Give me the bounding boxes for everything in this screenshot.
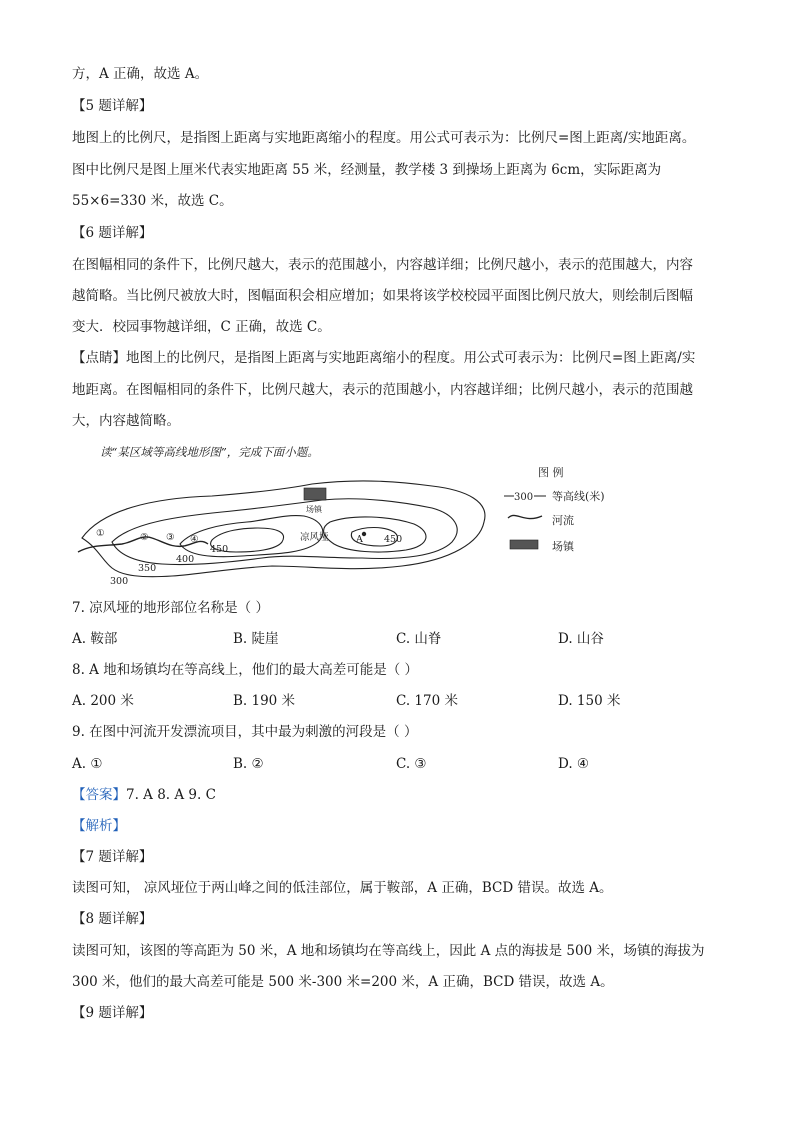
text-line: 地距离。在图幅相同的条件下，比例尺越大，表示的范围越小，内容越详细；比例尺越小，表示的范围越 [72, 382, 693, 398]
contour-400-label: 400 [176, 554, 195, 565]
text-line: 读图可知，该图的等高距为 50 米，A 地和场镇均在等高线上，因此 A 点的海拔是 500 米，场镇的海拔为 [72, 943, 705, 959]
legend-contour-label: 等高线(米) [552, 490, 605, 503]
text-line: 越简略。当比例尺被放大时，图幅面积会相应增加；如果将该学校校园平面图比例尺放大，则绘制后图幅 [72, 288, 693, 304]
map-legend [504, 465, 605, 553]
text-line: 55×6=330 米，故选 C。 [72, 193, 233, 209]
section-heading: 【8 题详解】 [72, 911, 153, 927]
q9-option-a: A. ① [72, 756, 103, 772]
legend-contour-value: 300 [514, 492, 534, 503]
text-line: 300 米，他们的最大高差可能是 500 米-300 米=200 米，A 正确，BCD 错误，故选 A。 [72, 974, 614, 990]
section-heading: 【7 题详解】 [72, 849, 153, 865]
contour-350-label: 350 [138, 563, 157, 574]
q7-option-b: B. 陡崖 [233, 631, 279, 647]
site-4-label: ④ [190, 534, 199, 545]
q7-option-d: D. 山谷 [558, 631, 604, 647]
text-line: 读图可知， 凉风垭位于两山峰之间的低洼部位，属于鞍部，A 正确，BCD 错误。故选 A。 [72, 880, 613, 896]
site-3-label: ③ [166, 532, 175, 543]
text-line: 图中比例尺是图上厘米代表实地距离 55 米，经测量，教学楼 3 到操场上距离为 6cm，实际距离为 [72, 162, 662, 178]
text-line: 在图幅相同的条件下，比例尺越大，表示的范围越小，内容越详细；比例尺越小，表示的范围越大，内容 [72, 257, 693, 273]
q8-option-b: B. 190 米 [233, 693, 296, 709]
legend-river-label: 河流 [552, 514, 574, 527]
q8-option-c: C. 170 米 [396, 693, 458, 709]
answer-label: 【答案】 [72, 787, 126, 803]
q7-option-a: A. 鞍部 [72, 631, 118, 647]
section-heading: 【6 题详解】 [72, 225, 153, 241]
text-line: 方，A 正确，故选 A。 [72, 66, 209, 82]
pass-label: 凉风垭 [300, 532, 329, 543]
q8-option-d: D. 150 米 [558, 693, 621, 709]
answer-text: 7. A 8. A 9. C [126, 787, 216, 803]
section-heading: 【9 题详解】 [72, 1005, 153, 1021]
q8-option-a: A. 200 米 [72, 693, 134, 709]
contour-300-label: 300 [110, 576, 129, 587]
contour-450b-label: 450 [384, 534, 403, 545]
q7-option-c: C. 山脊 [396, 631, 442, 647]
point-a-label: A [356, 534, 363, 545]
text-line: 变大．校园事物越详细，C 正确，故选 C。 [72, 319, 331, 335]
q9-option-d: D. ④ [558, 756, 590, 772]
legend-title: 图 例 [538, 466, 564, 479]
legend-town-label: 场镇 [552, 540, 574, 553]
analysis-label: 【解析】 [72, 818, 126, 834]
figure-caption: 读“某区域等高线地形图”，完成下面小题。 [100, 445, 319, 459]
answer-line [72, 785, 216, 805]
section-heading: 【5 题详解】 [72, 98, 153, 114]
question-9-stem: 9. 在图中河流开发漂流项目，其中最为刺激的河段是（ ） [72, 724, 418, 740]
site-2-label: ② [140, 532, 149, 543]
q9-option-c: C. ③ [396, 756, 427, 772]
contour-450-label: 450 [210, 544, 229, 555]
text-line: 地图上的比例尺，是指图上距离与实地距离缩小的程度。用公式可表示为：比例尺=图上距离/实地距离。 [72, 130, 696, 146]
q9-option-b: B. ② [233, 756, 264, 772]
text-line: 大，内容越简略。 [72, 413, 180, 429]
contour-350 [112, 499, 457, 565]
town-symbol [304, 488, 326, 500]
question-8-stem: 8. A 地和场镇均在等高线上，他们的最大高差可能是（ ） [72, 662, 419, 678]
text-line: 【点睛】地图上的比例尺，是指图上距离与实地距离缩小的程度。用公式可表示为：比例尺=图上距离/实 [72, 350, 696, 366]
contour-map-figure [72, 462, 628, 588]
contour-400b [324, 517, 426, 552]
question-7-stem: 7. 凉风垭的地形部位名称是（ ） [72, 600, 269, 616]
town-label: 场镇 [306, 505, 322, 514]
site-1-label: ① [96, 528, 105, 539]
